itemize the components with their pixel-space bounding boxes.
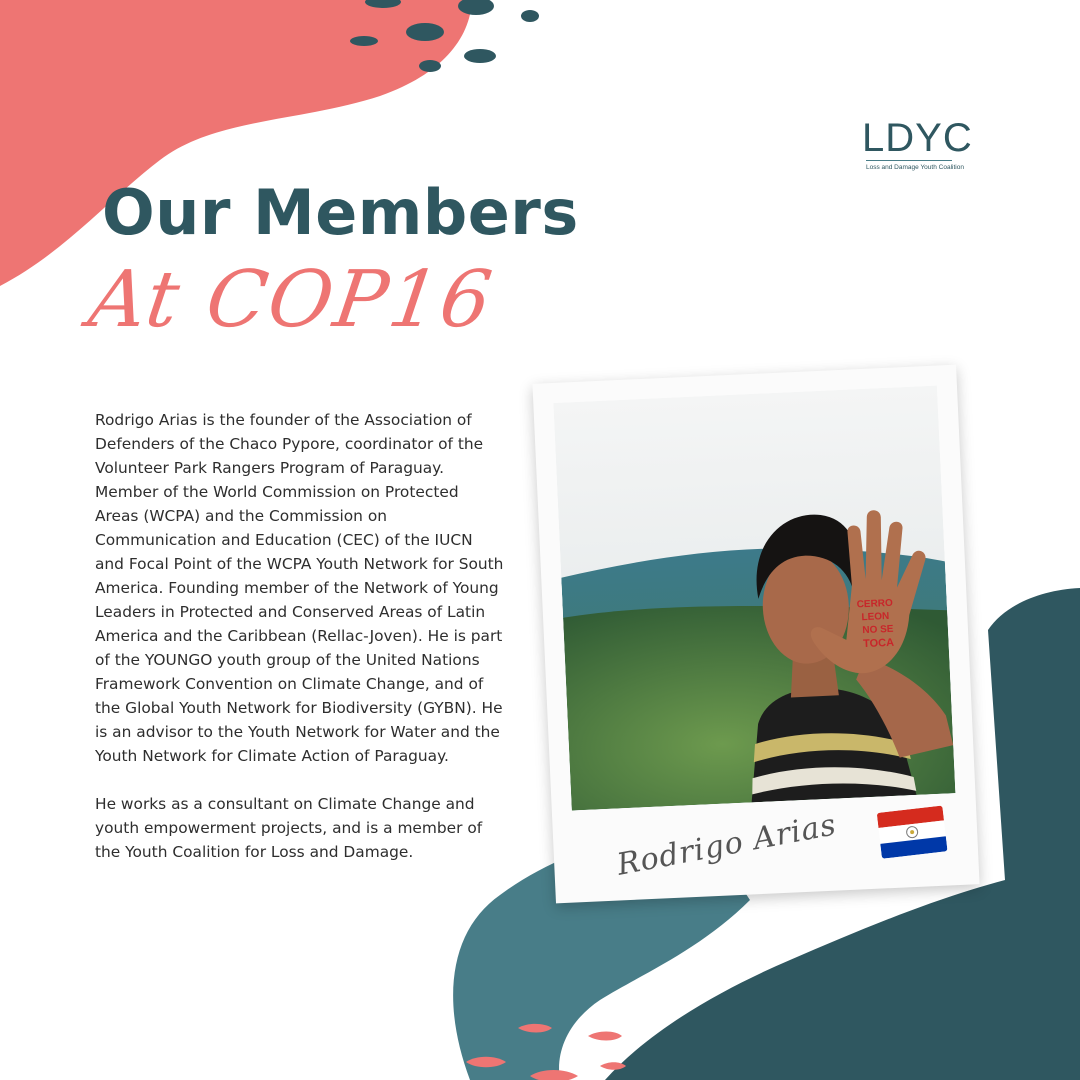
logo-divider: [866, 160, 952, 161]
polaroid-card: [532, 365, 979, 904]
coral-dash: [588, 1032, 622, 1041]
hand-text: LEON: [861, 610, 890, 624]
paraguay-flag-icon: [877, 805, 948, 858]
dot: [419, 60, 441, 72]
member-bio: [95, 408, 505, 888]
hand-text: NO SE: [862, 623, 894, 637]
hand-text: CERRO: [856, 597, 894, 611]
bio-paragraph: Rodrigo Arias is the founder of the Association of Defenders of the Chaco Pypore, coordinator of the Volunteer Park Rangers Program of Paraguay. Member of the World Commission on Protected Areas (WCPA) and the Commission on Communication and Education (CEC) of the IUCN and Focal Point of the WCPA Youth Network for South America. Founding member of the Network of Young Leaders in Protected and Conserved Areas of Latin America and the Caribbean (Rellac-Joven). He is part of the YOUNGO youth group of the United Nations Framework Convention on Climate Change, and of the Global Youth Network for Biodiversity (GYBN). He is an advisor to the Youth Network for Water and the Youth Network for Climate Action of Paraguay.: [95, 411, 504, 765]
dot: [406, 23, 444, 41]
ldyc-logo: [862, 116, 973, 178]
member-name-caption: Rodrigo Arias: [614, 807, 840, 883]
bio-paragraph: He works as a consultant on Climate Change and youth empowerment projects, and is a member of the Youth Coalition for Loss and Damage.: [95, 795, 483, 861]
logo-subtitle: Loss and Damage Youth Coalition: [866, 164, 964, 171]
dot: [521, 10, 539, 22]
member-photo: [553, 386, 955, 811]
photo-illustration: [553, 386, 955, 811]
page-subtitle: At COP16: [83, 255, 499, 345]
dot: [350, 36, 378, 46]
logo-mark: LDYC: [862, 116, 973, 160]
page-title: Our Members: [102, 176, 579, 249]
dot: [464, 49, 496, 63]
hand-text: TOCA: [862, 636, 895, 651]
